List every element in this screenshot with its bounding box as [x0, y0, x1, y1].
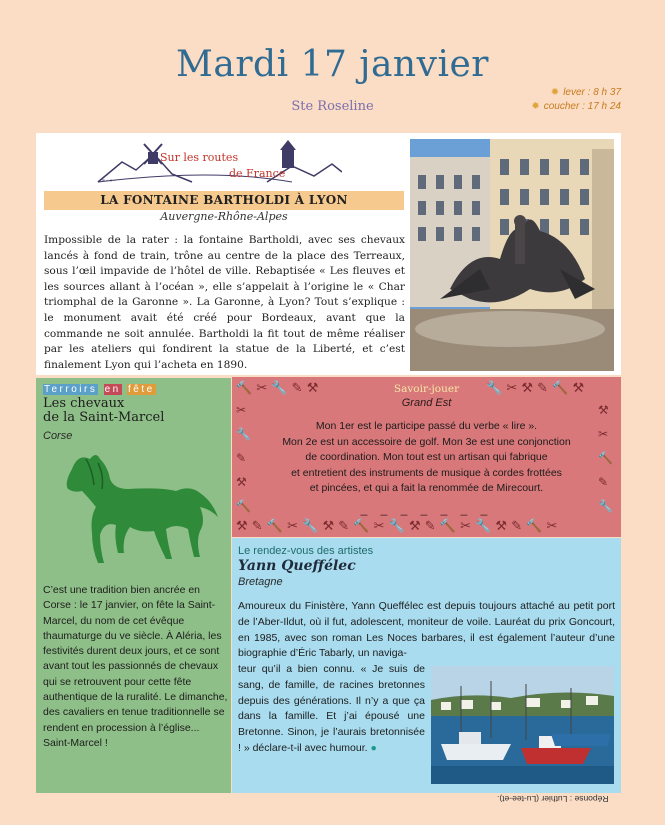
svg-text:✎: ✎	[598, 475, 609, 489]
sun-icon: ✹	[531, 101, 540, 112]
page-title: Mardi 17 janvier	[176, 44, 489, 85]
svg-text:✎: ✎	[236, 451, 247, 465]
terroirs-body: C’est une tradition bien ancrée en Corse : le 17 janvier, on fête la Saint-Marcel, du nom de cet évêque thaumaturge du ve siècle. À Aléria, les festivités durent deux jours, et ce sont avant tout les passionnés de chevaux qui se retrouvent pour cette fête authentique de la ruralité. Le dimanche, des cavaliers en tenue traditionnelle se rendent en procession à l’église... Saint-Marcel !	[43, 584, 228, 749]
terroirs-title-line2: de la Saint-Marcel	[43, 410, 165, 425]
saint-of-day: Ste Roseline	[291, 99, 374, 114]
savoir-jouer-label: Savoir-jouer	[393, 383, 460, 395]
svg-text:⚒ ✎ 🔨 ✂ 🔧 ⚒ ✎ 🔨 ✂ 🔧 ⚒ ✎ 🔨: ⚒ ✎ 🔨 ✂ 🔧 ⚒ ✎ 🔨 ✂ 🔧 ⚒ ✎ 🔨 ✂ 🔧 ⚒ ✎ 🔨 ✂	[236, 519, 558, 534]
artists-body-bottom	[238, 662, 425, 757]
fountain-photo	[410, 139, 614, 371]
routes-region: Auvergne-Rhône-Alpes	[160, 210, 288, 223]
terroirs-title	[43, 397, 164, 425]
answer-dashes: _ _ _ _ _ _ _	[360, 502, 493, 516]
sun-icon: ✹	[550, 87, 560, 98]
routes-logo-line2: de France	[229, 167, 286, 180]
sunset-text: coucher : 17 h 24	[543, 101, 621, 112]
riddle-text	[250, 419, 603, 497]
sunrise-info	[551, 87, 621, 98]
artists-body-top: Amoureux du Finistère, Yann Queffélec est depuis toujours attaché au petit port de l’Aber-Ildut, où il fut, adolescent, moniteur de voile. Lauréat du prix Goncourt, en 1985, avec son roman Les Noces barbares, il est également l’auteur d’une biographie d’Éric Tabarly, un naviga-	[238, 600, 615, 660]
horse-illustration	[50, 445, 222, 575]
sunset-info	[531, 101, 621, 112]
terroirs-region: Corse	[43, 430, 73, 442]
artists-region: Bretagne	[238, 576, 283, 588]
terroirs-word: Terroirs	[44, 384, 98, 395]
sunrise-text: lever : 8 h 37	[563, 87, 621, 98]
riddle-line: de coordination. Mon tout est un artisan qui fabrique	[305, 451, 548, 463]
svg-text:🔨: 🔨	[236, 499, 251, 513]
svg-text:🔨: 🔨	[598, 451, 613, 465]
terroirs-label	[43, 384, 156, 395]
end-mark-icon: ●	[370, 741, 377, 754]
artist-name: Yann Queffélec	[238, 558, 356, 574]
harbour-photo	[431, 666, 614, 784]
riddle-line: Mon 2e est un accessoire de golf. Mon 3e est une conjonction	[282, 435, 571, 448]
tools-border-bottom	[236, 516, 620, 536]
svg-text:✂: ✂	[236, 403, 247, 417]
savoir-jouer-region: Grand Est	[401, 397, 452, 409]
svg-text:≡ ◦ ○ ◦: ≡ ◦ ○ ◦	[102, 178, 116, 184]
routes-logo-line1: Sur les routes	[160, 151, 239, 164]
terroirs-title-line1: Les chevaux	[43, 396, 125, 411]
svg-text:✂: ✂	[598, 427, 609, 441]
terroirs-word: en	[104, 384, 121, 395]
svg-text:🔧: 🔧	[236, 427, 251, 441]
riddle-line: et pincées, et qui a fait la renommée de Mirecourt.	[309, 482, 544, 494]
routes-title-banner: LA FONTAINE BARTHOLDI À LYON	[44, 191, 404, 210]
riddle-line: et entretient des instruments de musique à cordes frottées	[291, 466, 562, 479]
svg-text:🔧: 🔧	[598, 499, 613, 513]
svg-text:⚒: ⚒	[236, 475, 247, 489]
terroirs-word: fête	[128, 384, 155, 395]
svg-text:⚒: ⚒	[598, 403, 609, 417]
answer-upside-down: Réponse : Luthier (Lu-tee-et).	[497, 794, 609, 804]
artists-body-bottom-text: teur qu’il a bien connu. « Je suis de sang, de famille, de racines bretonnes depuis des générations. Il n’y a que ça dans la famille. Et j’ai épousé une Bretonne. Sinon, je l’aurais bretonnisée ! » déclare-t-il avec humour.	[238, 663, 425, 754]
svg-text:🔧 ✂ ⚒ ✎ 🔨 ⚒: 🔧 ✂ ⚒ ✎ 🔨 ⚒	[486, 381, 585, 396]
riddle-line: Mon 1er est le participe passé du verbe « lire ».	[315, 420, 538, 432]
svg-text:🔨 ✂ 🔧 ✎ ⚒: 🔨 ✂ 🔧 ✎ ⚒	[236, 381, 319, 396]
artists-label: Le rendez-vous des artistes	[238, 545, 374, 557]
routes-body: Impossible de la rater : la fontaine Bartholdi, avec ses chevaux lancés à fond de train, trône au centre de la place des Terreaux, sous l’œil impavide de l’hôtel de ville. Rebaptisée « Les fleuves et les sources allant à l’océan », elle s’appelait à l’origine le « Char triomphal de la Garonne ». La Garonne, à Lyon? Tout s’explique : le monument avait été créé pour Bordeaux, avant que la commande ne soit annulée. Bartholdi la fit tout de même réaliser par les ateliers qui fondirent la statue de la Liberté, et c’est finalement Lyon qui l’acheta en 1890.	[44, 234, 405, 371]
